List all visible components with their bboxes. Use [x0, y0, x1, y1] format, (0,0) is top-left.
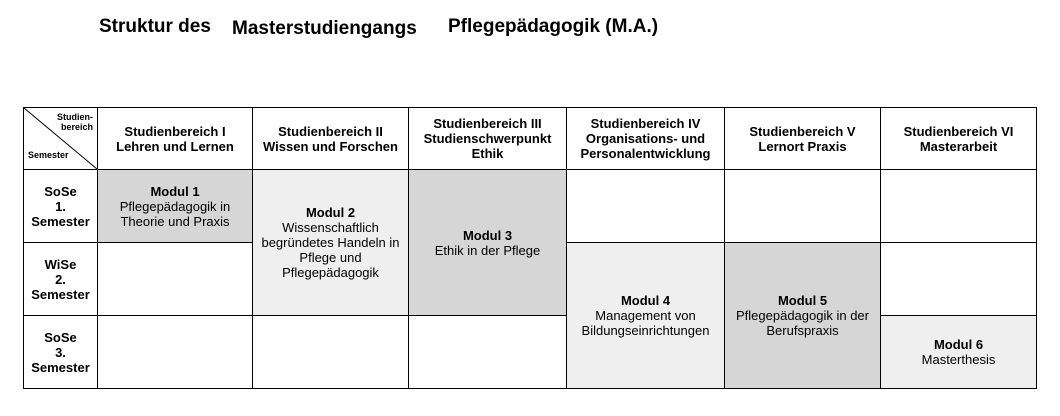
module-2-cell — [253, 170, 409, 316]
empty-cell — [881, 170, 1037, 243]
title-part-2: Masterstudiengangs — [232, 18, 417, 39]
column-header-2: Studienbereich II Wissen und Forschen — [253, 108, 409, 170]
corner-top-label: Studien- bereich — [57, 112, 93, 132]
semester-row-3 — [24, 316, 1037, 389]
column-header-6: Studienbereich VI Masterarbeit — [881, 108, 1037, 170]
empty-cell — [409, 316, 567, 389]
empty-cell — [725, 170, 881, 243]
title-part-3: Pflegepädagogik (M.A.) — [448, 16, 659, 37]
semester-label-3: SoSe 3. Semester — [24, 316, 98, 389]
module-6-cell — [881, 316, 1037, 389]
module-1-title: Modul 1 — [150, 183, 200, 199]
module-6-text: Masterthesis — [921, 352, 996, 367]
module-4-title: Modul 4 — [620, 293, 671, 308]
module-5-cell — [725, 243, 881, 389]
module-4-cell — [567, 243, 725, 389]
module-3-title: Modul 3 — [462, 227, 513, 243]
column-header-1: Studienbereich I Lehren und Lernen — [98, 108, 253, 170]
empty-cell — [253, 316, 409, 389]
empty-cell — [881, 243, 1037, 316]
module-5-title: Modul 5 — [777, 293, 828, 308]
module-2-text: Wissenschaftlich begründetes Handeln in Pflege und Pflegepädagogik — [261, 220, 400, 280]
module-1-cell — [98, 170, 253, 243]
module-3-text: Ethik in der Pflege — [434, 242, 541, 258]
corner-cell — [24, 108, 98, 170]
semester-label-1: SoSe 1. Semester — [24, 170, 98, 243]
column-header-3: Studienbereich III Studienschwerpunkt Ethik — [409, 108, 567, 170]
module-5-text: Pflegepädagogik in der Berufspraxis — [736, 308, 869, 338]
module-3-cell — [409, 170, 567, 316]
module-1-text: Pflegepädagogik in Theorie und Praxis — [119, 198, 231, 229]
header-row — [24, 108, 1037, 170]
empty-cell — [98, 243, 253, 316]
semester-row-1 — [24, 170, 1037, 243]
module-2-title: Modul 2 — [305, 205, 356, 220]
title-part-1: Struktur des — [99, 16, 211, 37]
empty-cell — [98, 316, 253, 389]
empty-cell — [567, 170, 725, 243]
corner-bottom-label: Semester — [28, 150, 69, 160]
module-4-text: Management von Bildungseinrichtungen — [581, 308, 710, 338]
column-header-5: Studienbereich V Lernort Praxis — [725, 108, 881, 170]
semester-label-2: WiSe 2. Semester — [24, 243, 98, 316]
module-6-title: Modul 6 — [933, 337, 984, 352]
curriculum-table — [23, 107, 1037, 389]
column-header-4: Studienbereich IV Organisations- und Personalentwicklung — [567, 108, 725, 170]
